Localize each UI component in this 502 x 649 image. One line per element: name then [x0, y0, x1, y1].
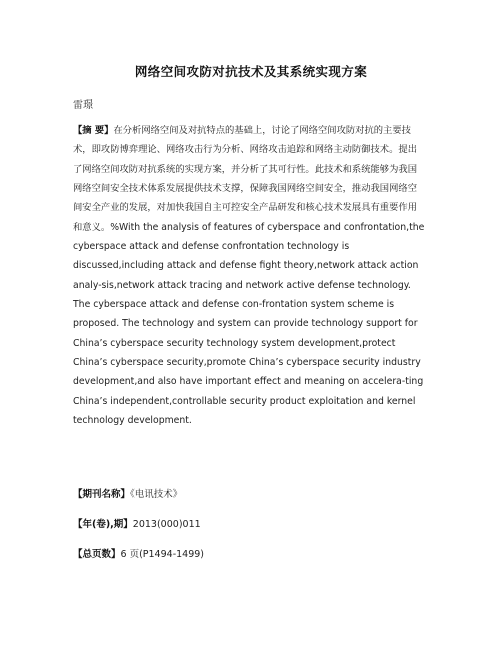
author-name: 雷璟	[73, 100, 93, 111]
abstract-text: 在分析网络空间及对抗特点的基础上，讨论了网络空间攻防对抗的主要技术，即攻防博弈理论、网络攻击行为分析、网络攻击追踪和网络主动防御技术。提出了网络空间攻防对抗系统的实现方案，并分析了其可行性。此技术和系统能够为我国网络空间安全技术体系发展提供技术支撑，保障我国网络空间安全，推动我国网络空间安全产业的发展，对加快我国自主可控安全产品研发和核心技术发展具有重要作用和意义。%With the analysis of features of cyberspace and confrontation,the cyberspace attack and defense confrontation technology is discussed,including attack and defense fight theory,network attack action analy-sis,network attack tracing and network active defense technology. The cyberspace attack and defense con-frontation system scheme is proposed. The technology and system can provide technology support for China’s cyberspace security technology system development,protect China’s cyberspace security,promote China’s cyberspace security industry development,and also have important effect and meaning on accelera-ting China’s independent,controllable security product exploitation and kernel technology development.	[73, 125, 425, 427]
volume-issue-row	[73, 516, 201, 530]
abstract-paragraph	[73, 121, 425, 431]
journal-name-label: 【期刊名称】	[73, 489, 131, 500]
abstract-label: 【摘 要】	[73, 125, 114, 136]
journal-name-value: 《电讯技术》	[130, 489, 183, 500]
total-pages-row	[73, 546, 204, 560]
total-pages-value: 6 页(P1494-1499)	[120, 549, 205, 560]
volume-issue-label: 【年(卷),期】	[73, 519, 133, 530]
volume-issue-value: 2013(000)011	[132, 519, 201, 530]
total-pages-label: 【总页数】	[73, 549, 121, 560]
journal-name-row	[73, 486, 182, 500]
document-title: 网络空间攻防对抗技术及其系统实现方案	[134, 64, 368, 79]
